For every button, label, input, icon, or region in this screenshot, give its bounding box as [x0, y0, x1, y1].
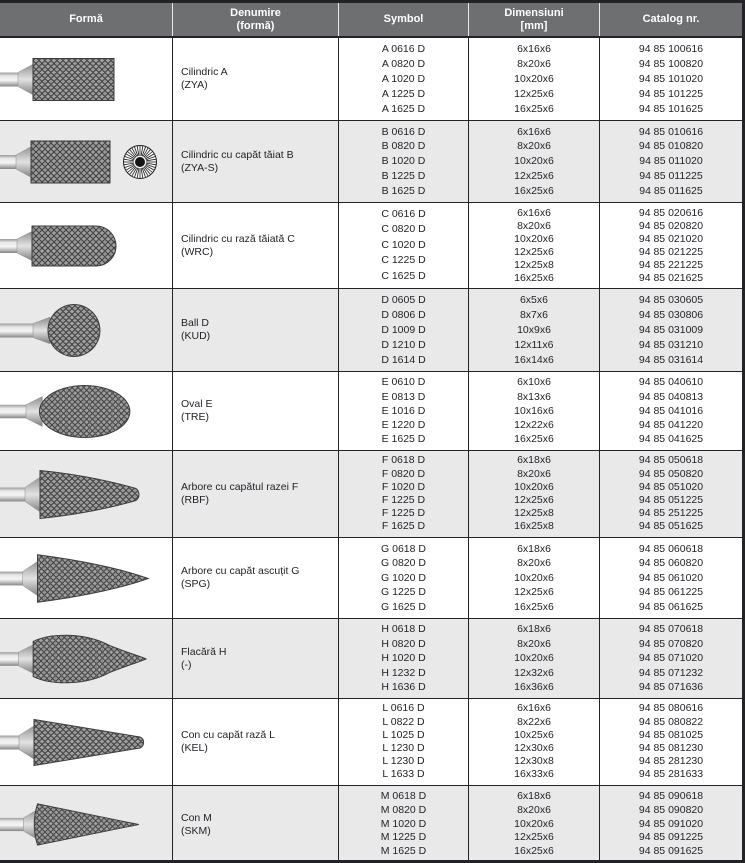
burr-image-tree-pointed: [0, 538, 172, 618]
symbol-value: H 1636 D: [381, 681, 426, 694]
symbol-value: B 1225 D: [381, 169, 426, 182]
symbol-value: D 0605 D: [381, 293, 426, 306]
symbol-value: L 0616 D: [382, 702, 425, 715]
table-row: [0, 289, 742, 372]
catalog-number: 94 85 080822: [638, 715, 704, 728]
product-name-cell: [172, 451, 338, 537]
catalog-number: 94 85 051225: [638, 494, 704, 506]
symbol-value: B 1625 D: [381, 184, 426, 197]
symbol-value: G 1625 D: [381, 600, 426, 613]
symbol-value: L 0822 D: [382, 715, 425, 728]
product-name-cell: [172, 289, 338, 371]
dimension-value: 12x22x6: [514, 419, 554, 432]
catalog-number: 94 85 021625: [638, 271, 704, 284]
catalog-number: 94 85 031614: [638, 353, 704, 366]
symbol-list: [338, 699, 468, 785]
catalog-number: 94 85 090618: [638, 790, 704, 802]
dimension-value: 10x20x6: [514, 232, 554, 245]
symbol-value: E 1220 D: [381, 419, 426, 432]
dimension-value: 6x16x6: [517, 42, 551, 55]
table-row: [0, 203, 742, 289]
symbol-value: C 0820 D: [381, 223, 426, 236]
dimension-list: [468, 203, 599, 288]
dimension-value: 10x16x6: [514, 404, 554, 417]
product-name: Arbore cu capătul razei F: [181, 481, 299, 493]
symbol-value: L 1633 D: [382, 768, 425, 781]
product-name: Oval E: [181, 398, 213, 410]
dimension-value: 10x25x6: [514, 728, 554, 741]
dimension-list: [468, 38, 599, 120]
dimension-value: 8x7x6: [519, 308, 548, 321]
table-row: [0, 121, 742, 203]
catalog-number: 94 85 011225: [639, 169, 703, 182]
table-row: [0, 538, 742, 619]
catalog-number: 94 85 281633: [638, 768, 704, 781]
catalog-list: [599, 372, 742, 450]
table-header-row: [0, 0, 742, 38]
symbol-value: F 0820 D: [381, 467, 426, 480]
dimension-value: 10x20x6: [514, 480, 554, 493]
symbol-value: F 1225 D: [381, 507, 426, 520]
burr-image-tree-radius-end: [0, 451, 172, 537]
symbol-value: F 1225 D: [381, 494, 426, 506]
symbol-value: A 1020 D: [381, 72, 426, 85]
catalog-number: 94 85 071232: [638, 666, 704, 679]
catalog-number: 94 85 030605: [638, 293, 704, 306]
dimension-value: 8x20x6: [517, 57, 551, 70]
symbol-list: [338, 538, 468, 618]
catalog-number: 94 85 090820: [638, 803, 704, 816]
catalog-number: 94 85 050820: [638, 467, 704, 480]
catalog-number: 94 85 041625: [638, 433, 704, 446]
burr-image-cone-pointed: [0, 786, 172, 863]
dimension-value: 8x20x6: [517, 467, 551, 480]
product-name: Cilindric A: [181, 66, 228, 78]
product-name: Flacără H: [181, 645, 227, 658]
dimension-value: 12x25x6: [514, 494, 554, 506]
symbol-value: F 1625 D: [381, 520, 426, 533]
product-code: (KEL): [181, 742, 208, 754]
symbol-value: G 1225 D: [381, 586, 426, 599]
dimension-value: 6x5x6: [519, 293, 548, 306]
dimension-value: 6x16x6: [517, 125, 551, 138]
symbol-list: [338, 619, 468, 698]
symbol-list: [338, 289, 468, 371]
catalog-number: 94 85 031009: [638, 323, 704, 336]
dimension-value: 16x25x8: [514, 520, 554, 533]
dimension-value: 6x18x6: [517, 623, 551, 636]
symbol-value: E 0610 D: [381, 376, 426, 389]
dimension-value: 12x11x6: [514, 338, 554, 351]
symbol-value: B 0820 D: [381, 140, 426, 153]
dimension-value: 16x33x6: [514, 768, 554, 781]
product-code: (ZYA-S): [181, 161, 219, 174]
symbol-value: E 1625 D: [381, 433, 426, 446]
header-cell-catalog: [599, 3, 742, 36]
symbol-value: L 1025 D: [382, 728, 425, 741]
header-cell-symbol: [338, 3, 468, 36]
symbol-value: H 0820 D: [381, 637, 426, 650]
symbol-value: B 1020 D: [381, 155, 426, 168]
catalog-number: 94 85 011625: [639, 184, 703, 197]
dimension-value: 12x25x8: [514, 507, 554, 520]
dimension-value: 12x25x6: [514, 586, 554, 599]
header-label: Dimensiuni: [504, 7, 564, 19]
table-row: [0, 699, 742, 786]
symbol-value: M 0618 D: [380, 790, 427, 802]
dimension-value: 12x30x8: [514, 755, 554, 768]
catalog-number: 94 85 100616: [638, 42, 704, 55]
dimension-value: 12x25x6: [514, 831, 554, 844]
symbol-value: F 0618 D: [381, 454, 426, 467]
catalog-number: 94 85 071636: [638, 681, 704, 694]
dimension-value: 12x25x6: [514, 245, 554, 258]
header-label: Denumire: [230, 7, 281, 19]
dimension-value: 10x20x6: [514, 155, 554, 168]
dimension-value: 10x20x6: [514, 652, 554, 665]
symbol-value: M 1020 D: [380, 817, 427, 830]
catalog-number: 94 85 060820: [638, 557, 704, 570]
product-name: Ball D: [181, 317, 210, 329]
catalog-number: 94 85 101625: [638, 102, 704, 115]
burr-image-cylinder-radius-end: [0, 203, 172, 288]
dimension-value: 6x18x6: [517, 454, 551, 467]
burr-image-flame: [0, 619, 172, 698]
catalog-number: 94 85 080616: [638, 702, 704, 715]
product-name-cell: [172, 538, 338, 618]
table-row: [0, 786, 742, 863]
product-code: (ZYA): [181, 79, 208, 91]
header-label: Formă: [69, 13, 103, 26]
dimension-list: [468, 699, 599, 785]
symbol-value: C 0616 D: [381, 207, 426, 220]
catalog-number: 94 85 031210: [638, 338, 704, 351]
header-cell-forma: [0, 3, 172, 36]
dimension-value: 10x20x6: [514, 72, 554, 85]
catalog-number: 94 85 030806: [638, 308, 704, 321]
burr-image-cone-radius-end: [0, 699, 172, 785]
catalog-list: [599, 699, 742, 785]
catalog-number: 94 85 020616: [638, 206, 704, 219]
symbol-list: [338, 121, 468, 202]
dimension-value: 6x18x6: [517, 790, 551, 802]
symbol-value: L 1230 D: [382, 742, 425, 754]
header-cell-dimensiuni: [468, 3, 599, 36]
catalog-list: [599, 38, 742, 120]
catalog-number: 94 85 091020: [638, 817, 704, 830]
catalog-list: [599, 451, 742, 537]
dimension-value: 12x30x6: [514, 742, 554, 754]
catalog-number: 94 85 100820: [638, 57, 704, 70]
dimension-list: [468, 619, 599, 698]
header-cell-denumire: [172, 3, 338, 36]
symbol-value: C 1625 D: [381, 269, 426, 282]
symbol-value: A 0820 D: [381, 57, 426, 70]
header-label: [mm]: [520, 19, 548, 32]
symbol-value: E 0813 D: [381, 390, 426, 403]
symbol-value: M 1225 D: [380, 831, 427, 844]
symbol-value: M 0820 D: [380, 803, 427, 816]
catalog-list: [599, 289, 742, 371]
catalog-number: 94 85 061625: [638, 600, 704, 613]
product-name-cell: [172, 372, 338, 450]
product-name: Con M: [181, 811, 212, 824]
catalog-number: 94 85 091625: [638, 845, 704, 858]
product-code: (KUD): [181, 330, 211, 342]
symbol-value: M 1625 D: [380, 845, 427, 858]
catalog-number: 94 85 221225: [638, 258, 704, 271]
dimension-value: 16x14x6: [514, 353, 554, 366]
dimension-value: 6x18x6: [517, 542, 551, 555]
dimension-value: 10x9x6: [517, 323, 551, 336]
header-label: (formă): [236, 19, 275, 32]
catalog-number: 94 85 071020: [638, 652, 704, 665]
symbol-list: [338, 451, 468, 537]
dimension-value: 16x25x6: [514, 184, 554, 197]
dimension-value: 16x36x6: [514, 681, 554, 694]
symbol-value: F 1020 D: [381, 480, 426, 493]
symbol-value: C 1225 D: [381, 254, 426, 267]
product-code: (TRE): [181, 411, 209, 423]
dimension-value: 8x13x6: [517, 390, 551, 403]
symbol-value: H 1020 D: [381, 652, 426, 665]
dimension-value: 8x20x6: [517, 219, 551, 232]
symbol-value: L 1230 D: [382, 755, 425, 768]
product-name-cell: [172, 38, 338, 120]
symbol-list: [338, 372, 468, 450]
dimension-value: 8x20x6: [517, 803, 551, 816]
catalog-number: 94 85 091225: [638, 831, 704, 844]
catalog-number: 94 85 041220: [638, 419, 704, 432]
dimension-value: 12x25x6: [514, 169, 554, 182]
catalog-list: [599, 786, 742, 863]
catalog-number: 94 85 041016: [638, 404, 704, 417]
catalog-list: [599, 121, 742, 202]
dimension-value: 12x25x6: [514, 87, 554, 100]
symbol-value: E 1016 D: [381, 404, 426, 417]
dimension-list: [468, 289, 599, 371]
catalog-number: 94 85 081230: [638, 742, 704, 754]
catalog-number: 94 85 070820: [638, 637, 704, 650]
catalog-list: [599, 538, 742, 618]
dimension-value: 16x25x6: [514, 845, 554, 858]
product-name: Arbore cu capăt ascuțit G: [181, 565, 300, 577]
product-code: (SKM): [181, 824, 211, 837]
header-label: Catalog nr.: [642, 13, 700, 26]
catalog-list: [599, 203, 742, 288]
catalog-number: 94 85 051625: [638, 520, 704, 533]
symbol-value: D 0806 D: [381, 308, 426, 321]
catalog-number: 94 85 061020: [638, 571, 704, 584]
product-name-cell: [172, 699, 338, 785]
symbol-value: G 1020 D: [381, 571, 426, 584]
dimension-value: 10x20x6: [514, 817, 554, 830]
dimension-value: 8x22x6: [517, 715, 551, 728]
catalog-number: 94 85 061225: [638, 586, 704, 599]
dimension-value: 16x25x6: [514, 271, 554, 284]
table-row: [0, 619, 742, 699]
product-name: Cilindric cu rază tăiată C: [181, 232, 295, 245]
dimension-list: [468, 786, 599, 863]
catalog-number: 94 85 021020: [638, 232, 704, 245]
product-code: (SPG): [181, 578, 211, 590]
table-body: [0, 38, 742, 863]
symbol-value: C 1020 D: [381, 238, 426, 251]
symbol-list: [338, 38, 468, 120]
catalog-number: 94 85 070618: [638, 623, 704, 636]
symbol-value: H 0618 D: [381, 623, 426, 636]
product-name-cell: [172, 619, 338, 698]
catalog-number: 94 85 010616: [638, 125, 704, 138]
catalog-number: 94 85 060618: [638, 542, 704, 555]
product-code: (WRC): [181, 245, 214, 258]
symbol-value: G 0820 D: [381, 557, 426, 570]
catalog-number: 94 85 101020: [638, 72, 704, 85]
catalog-number: 94 85 251225: [638, 507, 704, 520]
symbol-value: D 1009 D: [381, 323, 426, 336]
product-code: (RBF): [181, 494, 209, 506]
catalog-number: 94 85 281230: [638, 755, 704, 768]
dimension-value: 10x20x6: [514, 571, 554, 584]
dimension-list: [468, 372, 599, 450]
catalog-number: 94 85 021225: [638, 245, 704, 258]
symbol-value: D 1614 D: [381, 353, 426, 366]
burr-image-ball: [0, 289, 172, 371]
symbol-value: H 1232 D: [381, 666, 426, 679]
symbol-list: [338, 786, 468, 863]
product-name-cell: [172, 786, 338, 863]
symbol-value: A 1225 D: [381, 87, 426, 100]
dimension-value: 16x25x6: [514, 433, 554, 446]
burr-image-cylinder-end-cut: [0, 121, 172, 202]
catalog-number: 94 85 081025: [638, 728, 704, 741]
header-label: Symbol: [383, 13, 424, 26]
catalog-number: 94 85 050618: [638, 454, 704, 467]
catalog-number: 94 85 040813: [638, 390, 704, 403]
product-name-cell: [172, 203, 338, 288]
table-row: [0, 38, 742, 121]
dimension-value: 12x32x6: [514, 666, 554, 679]
dimension-value: 12x25x8: [514, 258, 554, 271]
catalog-list: [599, 619, 742, 698]
catalog-number: 94 85 101225: [638, 87, 704, 100]
table-row: [0, 451, 742, 538]
dimension-list: [468, 538, 599, 618]
symbol-value: G 0618 D: [381, 542, 426, 555]
symbol-value: A 1625 D: [381, 102, 426, 115]
symbol-value: D 1210 D: [381, 338, 426, 351]
catalog-number: 94 85 051020: [638, 480, 704, 493]
dimension-value: 6x10x6: [517, 376, 551, 389]
dimension-value: 6x16x6: [517, 206, 551, 219]
dimension-value: 8x20x6: [517, 557, 551, 570]
symbol-value: B 0616 D: [381, 125, 426, 138]
product-name: Con cu capăt rază L: [181, 729, 275, 741]
product-name: Cilindric cu capăt tăiat B: [181, 148, 294, 161]
catalog-number: 94 85 020820: [638, 219, 704, 232]
dimension-value: 16x25x6: [514, 102, 554, 115]
dimension-value: 8x20x6: [517, 637, 551, 650]
burr-image-oval: [0, 372, 172, 450]
catalog-number: 94 85 040610: [638, 376, 704, 389]
product-name-cell: [172, 121, 338, 202]
burr-image-cylinder: [0, 38, 172, 120]
table-row: [0, 372, 742, 451]
dimension-list: [468, 121, 599, 202]
symbol-list: [338, 203, 468, 288]
product-code: (-): [181, 658, 192, 671]
dimension-value: 8x20x6: [517, 140, 551, 153]
catalog-number: 94 85 010820: [638, 140, 704, 153]
dimension-value: 6x16x6: [517, 702, 551, 715]
dimension-list: [468, 451, 599, 537]
dimension-value: 16x25x6: [514, 600, 554, 613]
symbol-value: A 0616 D: [381, 42, 426, 55]
catalog-number: 94 85 011020: [639, 155, 703, 168]
